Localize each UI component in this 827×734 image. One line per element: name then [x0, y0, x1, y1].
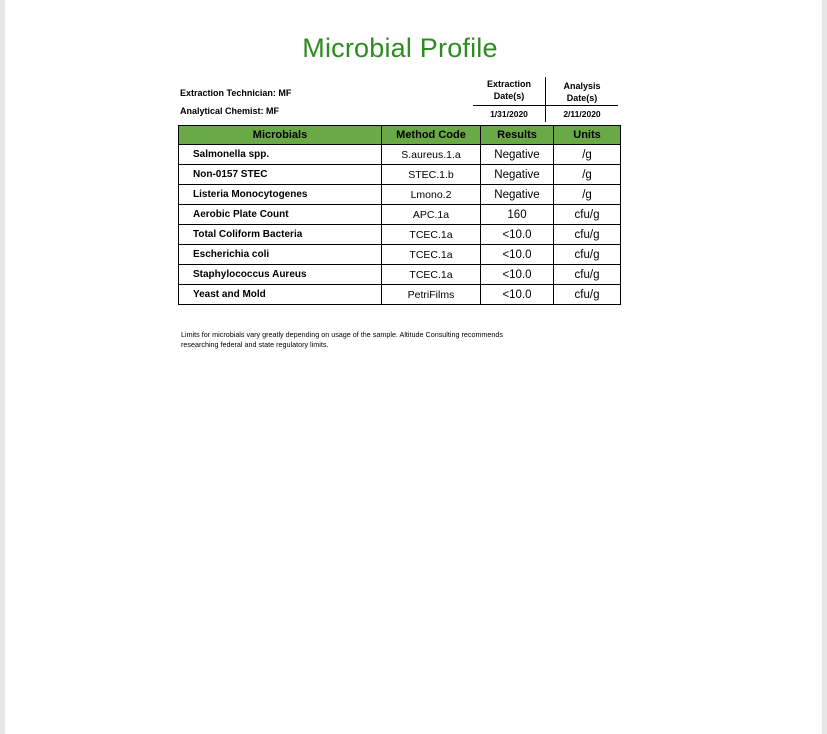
analysis-date-label [546, 77, 618, 105]
note-line-1: Limits for microbials vary greatly depending on usage of the sample. Altitude Consulting recommends [181, 330, 504, 339]
method-code: TCEC.1a [382, 245, 481, 265]
result-value: <10.0 [481, 285, 554, 305]
table-row [179, 205, 621, 225]
microbial-name: Listeria Monocytogenes [179, 185, 382, 205]
table-row [179, 185, 621, 205]
microbial-name: Salmonella spp. [179, 145, 382, 165]
disclaimer-note [181, 330, 601, 350]
method-code: PetriFilms [382, 285, 481, 305]
method-code: TCEC.1a [382, 265, 481, 285]
unit-value: cfu/g [554, 245, 621, 265]
method-code: TCEC.1a [382, 225, 481, 245]
table-row [179, 165, 621, 185]
method-code: S.aureus.1.a [382, 145, 481, 165]
extraction-technician: Extraction Technician: MF [180, 88, 292, 98]
method-code: APC.1a [382, 205, 481, 225]
result-value: <10.0 [481, 265, 554, 285]
method-code: STEC.1.b [382, 165, 481, 185]
table-row [179, 245, 621, 265]
page-edge-right [822, 0, 827, 734]
microbial-name: Total Coliform Bacteria [179, 225, 382, 245]
method-code: Lmono.2 [382, 185, 481, 205]
unit-value: /g [554, 185, 621, 205]
table-row [179, 225, 621, 245]
analytical-chemist: Analytical Chemist: MF [180, 106, 280, 116]
extraction-date-value: 1/31/2020 [473, 106, 546, 122]
unit-value: /g [554, 145, 621, 165]
result-value: Negative [481, 165, 554, 185]
extraction-date-label-line2: Date(s) [493, 91, 525, 101]
header-microbials: Microbials [179, 126, 382, 145]
microbial-name: Escherichia coli [179, 245, 382, 265]
unit-value: cfu/g [554, 265, 621, 285]
microbial-table [178, 125, 621, 305]
analysis-date-label-line2: Date(s) [566, 93, 598, 103]
unit-value: cfu/g [554, 225, 621, 245]
microbial-name: Staphylococcus Aureus [179, 265, 382, 285]
table-row [179, 145, 621, 165]
unit-value: /g [554, 165, 621, 185]
header-units: Units [554, 126, 621, 145]
extraction-date-label [473, 77, 546, 105]
extraction-date-label-line1: Extraction [486, 79, 531, 89]
table-header-row [179, 126, 621, 145]
header-results: Results [481, 126, 554, 145]
table-row [179, 265, 621, 285]
unit-value: cfu/g [554, 285, 621, 305]
result-value: Negative [481, 185, 554, 205]
table-row [179, 285, 621, 305]
dates-block [473, 77, 618, 122]
result-value: 160 [481, 205, 554, 225]
unit-value: cfu/g [554, 205, 621, 225]
analysis-date-label-line1: Analysis [563, 81, 601, 91]
page-title: Microbial Profile [302, 33, 498, 63]
microbial-name: Non-0157 STEC [179, 165, 382, 185]
document-page [5, 0, 822, 734]
microbial-name: Aerobic Plate Count [179, 205, 382, 225]
result-value: <10.0 [481, 245, 554, 265]
analysis-date-value: 2/11/2020 [563, 109, 601, 119]
header-method-code: Method Code [382, 126, 481, 145]
note-line-2: researching federal and state regulatory limits. [181, 340, 329, 349]
result-value: Negative [481, 145, 554, 165]
microbial-name: Yeast and Mold [179, 285, 382, 305]
result-value: <10.0 [481, 225, 554, 245]
